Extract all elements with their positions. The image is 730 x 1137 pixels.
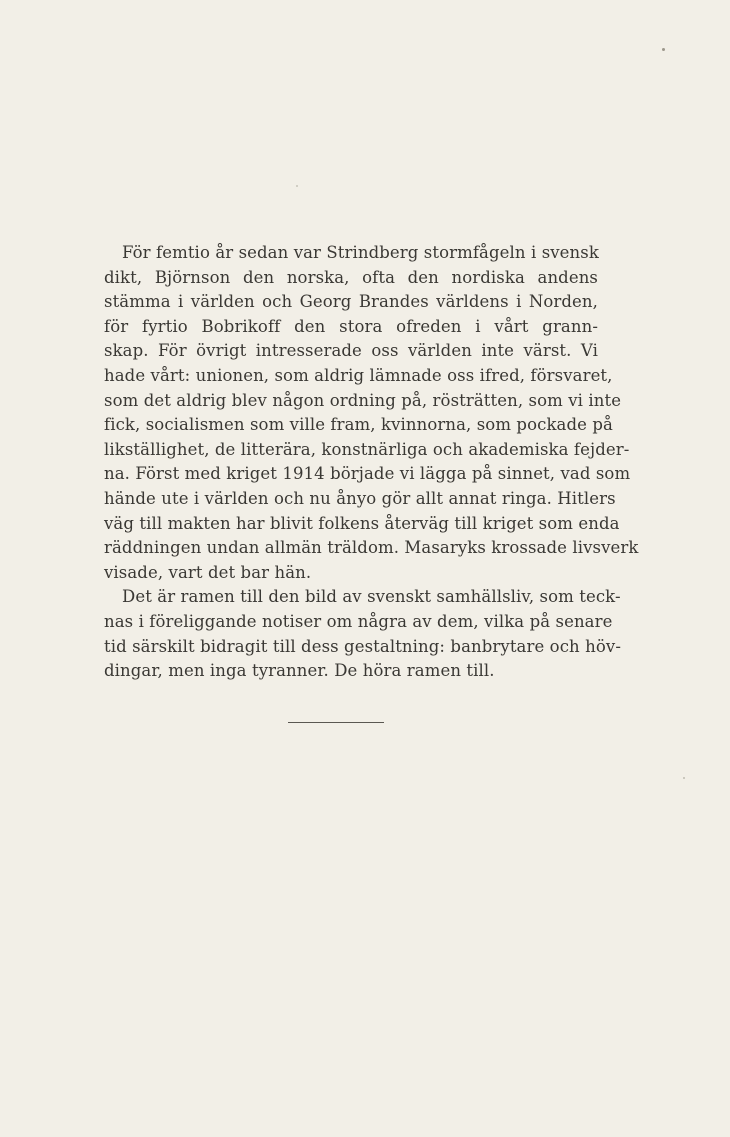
text-line: skap. För övrigt intresserade oss världen inte värst. Vi — [104, 341, 598, 361]
paper-speck — [683, 777, 685, 779]
paragraph-1 — [104, 241, 639, 585]
text-line: hade vårt: unionen, som aldrig lämnade oss ifred, försvaret, — [104, 365, 613, 385]
text-line: na. Först med kriget 1914 började vi lägga på sinnet, vad som — [104, 464, 631, 484]
text-line: väg till makten har blivit folkens återväg till kriget som enda — [104, 513, 620, 533]
text-line: dingar, men inga tyranner. De höra ramen till. — [104, 661, 495, 681]
text-line: visade, vart det bar hän. — [104, 562, 312, 582]
text-line: fick, socialismen som ville fram, kvinnorna, som pockade på — [104, 415, 613, 435]
text-line: räddningen undan allmän träldom. Masaryks krossade livsverk — [104, 538, 639, 558]
paragraph-2 — [104, 585, 621, 683]
text-line: likställighet, de litterära, konstnärliga och akademiska fejder- — [104, 439, 630, 459]
paper-speck — [296, 185, 298, 187]
text-line: tid särskilt bidragit till dess gestaltning: banbrytare och höv- — [104, 636, 621, 656]
text-line: För femtio år sedan var Strindberg stormfågeln i svensk — [122, 243, 599, 262]
body-text — [104, 241, 639, 684]
text-line: Det är ramen till den bild av svenskt samhällsliv, som teck- — [122, 587, 621, 607]
text-line: hände ute i världen och nu ånyo gör allt annat ringa. Hitlers — [104, 488, 616, 508]
text-line: som det aldrig blev någon ordning på, rösträtten, som vi inte — [104, 390, 622, 410]
text-line: stämma i världen och Georg Brandes världens i Norden, — [104, 292, 598, 312]
paper-speck — [662, 48, 665, 51]
text-line: nas i föreliggande notiser om några av dem, vilka på senare — [104, 611, 613, 631]
text-line: för fyrtio Bobrikoff den stora ofreden i vårt grann- — [104, 316, 598, 336]
text-line: dikt, Björnson den norska, ofta den nordiska andens — [104, 267, 598, 287]
section-divider — [288, 722, 384, 723]
